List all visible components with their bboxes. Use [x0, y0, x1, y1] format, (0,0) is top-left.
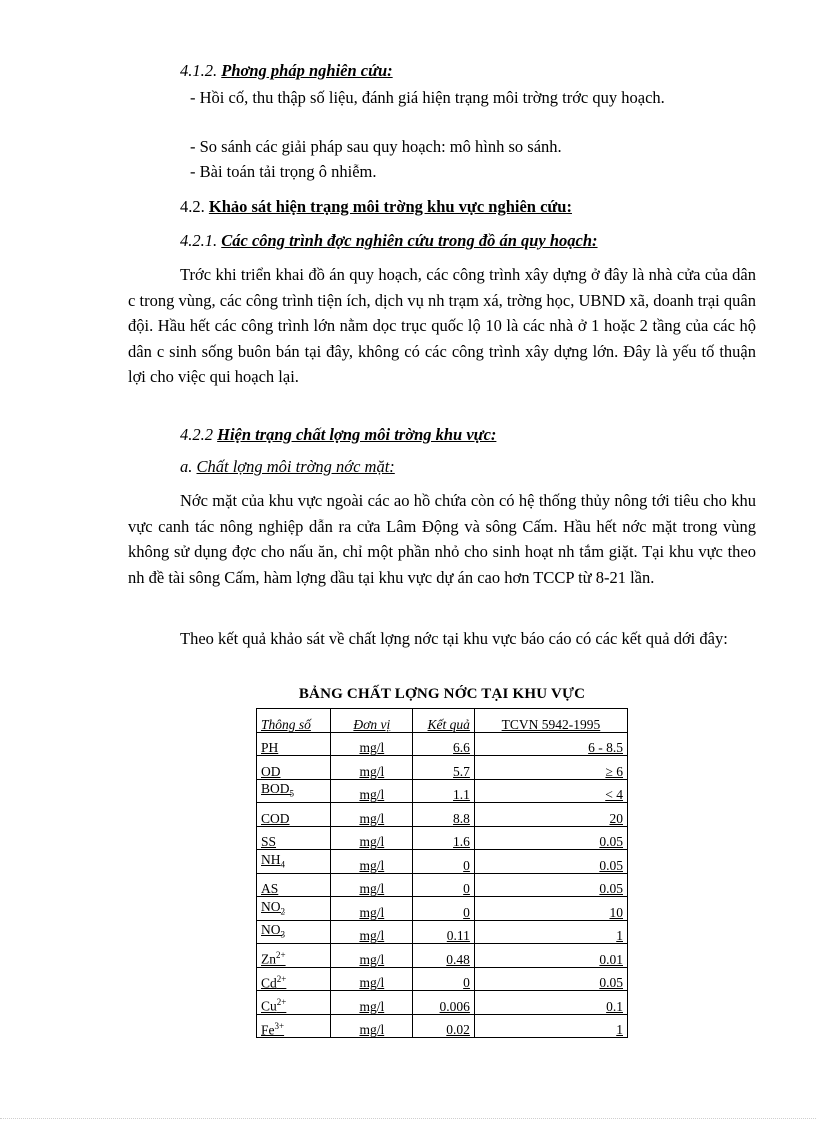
- cell-standard: 10: [474, 897, 627, 921]
- parameter-symbol: Cu: [261, 998, 277, 1014]
- table-row: [257, 826, 628, 850]
- cell-result: 8.8: [413, 803, 475, 827]
- cell-standard: < 4: [474, 779, 627, 803]
- cell-parameter: [257, 897, 331, 921]
- cell-parameter: [257, 850, 331, 874]
- table-row: [257, 850, 628, 874]
- table-row: [257, 1014, 628, 1038]
- cell-unit: mg/l: [331, 991, 413, 1015]
- heading-number: 4.2.: [180, 197, 205, 216]
- cell-result: 6.6: [413, 732, 475, 756]
- heading-title: Hiện trạng chất lợng môi trờng khu vực:: [217, 425, 497, 444]
- cell-unit: mg/l: [331, 732, 413, 756]
- parameter-superscript: 2+: [276, 997, 287, 1007]
- page-bottom-rule: [0, 1118, 816, 1119]
- cell-unit: mg/l: [331, 897, 413, 921]
- cell-parameter: [257, 756, 331, 780]
- parameter-subscript: 5: [289, 789, 295, 799]
- cell-standard: 0.05: [474, 967, 627, 991]
- cell-unit: mg/l: [331, 944, 413, 968]
- parameter-symbol: PH: [261, 740, 279, 755]
- cell-unit: mg/l: [331, 803, 413, 827]
- table-row: [257, 803, 628, 827]
- parameter-symbol: NO: [261, 922, 281, 938]
- table-row: [257, 873, 628, 897]
- heading-4-2: [180, 196, 572, 218]
- heading-number: 4.2.2: [180, 425, 213, 444]
- parameter-symbol: SS: [261, 834, 277, 849]
- table-row: [257, 897, 628, 921]
- parameter-superscript: 2+: [276, 973, 287, 984]
- cell-unit: mg/l: [331, 920, 413, 944]
- cell-unit: mg/l: [331, 756, 413, 780]
- cell-unit: mg/l: [331, 873, 413, 897]
- cell-parameter: [257, 944, 331, 968]
- cell-standard: 0.05: [474, 850, 627, 874]
- heading-number: a.: [180, 457, 193, 476]
- parameter-subscript: 2: [280, 906, 285, 917]
- parameter-symbol: NO: [261, 898, 281, 914]
- table-body: [257, 732, 628, 1038]
- cell-unit: mg/l: [331, 850, 413, 874]
- header-standard: TCVN 5942-1995: [474, 709, 627, 733]
- method-item-1: - Hồi cố, thu thập số liệu, đánh giá hiện trạng môi trờng trớc quy hoạch.: [190, 88, 665, 107]
- heading-title: Chất lợng môi trờng nớc mặt:: [196, 457, 395, 476]
- parameter-subscript: 3: [280, 930, 285, 940]
- cell-unit: mg/l: [331, 826, 413, 850]
- paragraph-surface-water: Nớc mặt của khu vực ngoài các ao hồ chứa còn có hệ thống thủy nông tới tiêu cho khu vực canh tác nông nghiệp dẫn ra cửa Lâm Động và sông Cấm. Hầu hết nớc mặt trong vùng không sử dụng đợc cho nấu ăn, chỉ một phần nhỏ cho sinh hoạt nh tắm giặt. Tại khu vực theo nh đề tài sông Cấm, hàm lợng dầu tại khu vực dự án cao hơn TCCP từ 8-21 lần.: [128, 491, 756, 587]
- table-row: [257, 732, 628, 756]
- cell-result: 0.02: [413, 1014, 475, 1038]
- header-unit: Đơn vị: [331, 709, 413, 733]
- cell-standard: 0.01: [474, 944, 627, 968]
- cell-standard: 0.05: [474, 826, 627, 850]
- parameter-symbol: COD: [261, 810, 290, 826]
- heading-number: 4.2.1.: [180, 231, 218, 250]
- cell-standard: 0.1: [474, 991, 627, 1015]
- parameter-symbol: OD: [261, 763, 281, 779]
- table-row: [257, 756, 628, 780]
- cell-standard: 0.05: [474, 873, 627, 897]
- cell-parameter: [257, 991, 331, 1015]
- cell-parameter: [257, 873, 331, 897]
- paragraph-existing-buildings: Trớc khi triển khai đồ án quy hoạch, các công trình xây dựng ở đây là nhà cửa của dân c trong vùng, các công trình tiện ích, dịch vụ nh trạm xá, trờng học, UBND xã, doanh trại quân đội. Hầu hết các công trình lớn nằm dọc trục quốc lộ 10 là các nhà ở 1 hoặc 2 tầng của các hộ dân c sinh sống buôn bán tại đây, không có các công trình xây dựng lớn. Đây là yếu tố thuận lợi cho việc qui hoạch lại.: [128, 265, 756, 386]
- heading-sub-a: [180, 456, 395, 478]
- cell-result: 1.6: [413, 826, 475, 850]
- table-row: [257, 944, 628, 968]
- heading-title: Phơng pháp nghiên cứu:: [221, 61, 393, 80]
- cell-result: 0: [413, 897, 475, 921]
- cell-unit: mg/l: [331, 1014, 413, 1038]
- method-item-3: - Bài toán tải trọng ô nhiễm.: [190, 162, 377, 181]
- table-row: [257, 967, 628, 991]
- water-quality-table: [256, 708, 628, 1038]
- parameter-symbol: BOD: [261, 781, 290, 797]
- method-item-2: - So sánh các giải pháp sau quy hoạch: mô hình so sánh.: [190, 137, 562, 156]
- cell-result: 1.1: [413, 779, 475, 803]
- cell-result: 0: [413, 873, 475, 897]
- table-row: [257, 920, 628, 944]
- cell-parameter: [257, 826, 331, 850]
- table-header-row: [257, 709, 628, 733]
- cell-standard: 20: [474, 803, 627, 827]
- parameter-symbol: Zn: [261, 951, 276, 967]
- parameter-symbol: NH: [261, 851, 281, 867]
- paragraph-survey-results: Theo kết quả khảo sát về chất lợng nớc tại khu vực báo cáo có các kết quả dới đây:: [180, 629, 728, 648]
- table-row: [257, 991, 628, 1015]
- heading-4-2-1: [180, 230, 598, 252]
- cell-result: 0: [413, 967, 475, 991]
- cell-standard: 1: [474, 1014, 627, 1038]
- heading-title: Các công trình đợc nghiên cứu trong đồ án quy hoạch:: [221, 231, 598, 250]
- cell-parameter: [257, 803, 331, 827]
- parameter-symbol: Fe: [261, 1022, 275, 1037]
- cell-parameter: [257, 779, 331, 803]
- parameter-subscript: 4: [280, 859, 285, 870]
- parameter-superscript: 2+: [276, 950, 286, 960]
- cell-unit: mg/l: [331, 779, 413, 803]
- table-title: BẢNG CHẤT LỢNG NỚC TẠI KHU VỰC: [298, 686, 586, 702]
- cell-result: 0: [413, 850, 475, 874]
- table-row: [257, 779, 628, 803]
- header-parameter: Thông số: [257, 709, 331, 733]
- parameter-symbol: Cd: [261, 975, 277, 990]
- cell-result: 0.006: [413, 991, 475, 1015]
- cell-parameter: [257, 967, 331, 991]
- cell-parameter: [257, 732, 331, 756]
- cell-result: 5.7: [413, 756, 475, 780]
- cell-result: 0.48: [413, 944, 475, 968]
- parameter-symbol: AS: [261, 881, 279, 896]
- heading-number: 4.1.2.: [180, 61, 218, 80]
- parameter-superscript: 3+: [274, 1020, 285, 1031]
- header-result: Kết quả: [413, 709, 475, 733]
- cell-parameter: [257, 920, 331, 944]
- heading-4-2-2: [180, 424, 496, 446]
- cell-result: 0.11: [413, 920, 475, 944]
- cell-standard: 1: [474, 920, 627, 944]
- cell-parameter: [257, 1014, 331, 1038]
- cell-standard: ≥ 6: [474, 756, 627, 780]
- cell-unit: mg/l: [331, 967, 413, 991]
- cell-standard: 6 - 8.5: [474, 732, 627, 756]
- heading-4-1-2: [180, 60, 393, 82]
- heading-title: Khảo sát hiện trạng môi trờng khu vực nghiên cứu:: [208, 197, 572, 216]
